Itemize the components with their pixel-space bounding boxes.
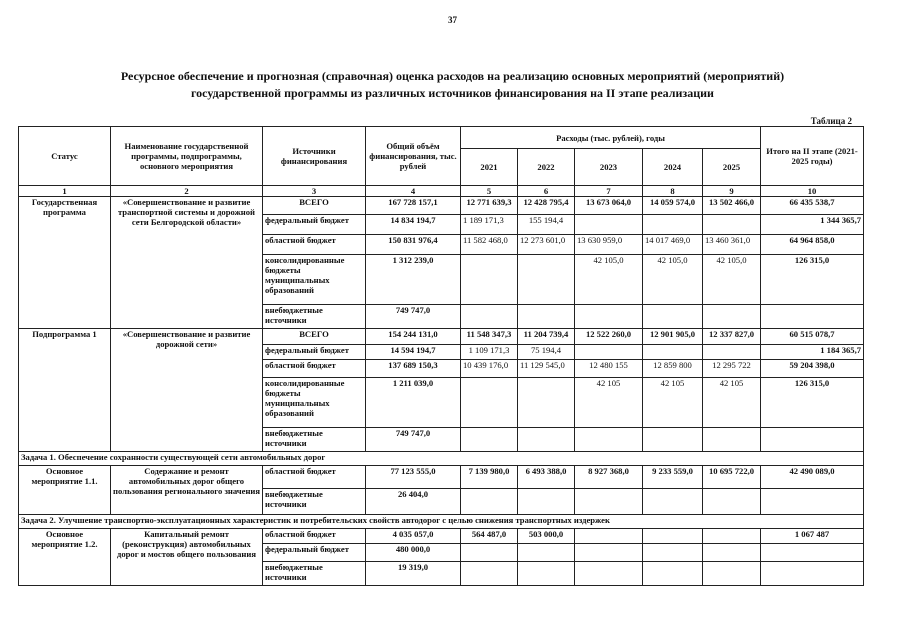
source-cell: федеральный бюджет xyxy=(263,544,366,562)
year-cell: 42 105,0 xyxy=(703,255,761,305)
year-cell xyxy=(643,345,703,360)
year-cell xyxy=(518,305,575,329)
row-name: «Совершенствование и развитие дорожной сети» xyxy=(111,329,263,452)
year-cell: 11 204 739,4 xyxy=(518,329,575,345)
title-line-2: государственной программы из различных источников финансирования на II этапе реализации xyxy=(191,86,714,100)
total-cell: 749 747,0 xyxy=(366,428,461,452)
col-number: 10 xyxy=(761,186,864,197)
year-cell xyxy=(575,562,643,586)
total-cell: 14 594 194,7 xyxy=(366,345,461,360)
header-expenses: Расходы (тыс. рублей), годы xyxy=(461,127,761,149)
itog-cell: 126 315,0 xyxy=(761,255,864,305)
header-sources: Источники финансирования xyxy=(263,127,366,186)
year-cell: 14 017 469,0 xyxy=(643,235,703,255)
source-cell: областной бюджет xyxy=(263,235,366,255)
title-line-1: Ресурсное обеспечение и прогнозная (справочная) оценка расходов на реализацию основных мероприятий (мероприятий) xyxy=(120,69,785,83)
year-cell xyxy=(643,562,703,586)
source-cell: внебюджетные источники xyxy=(263,489,366,515)
year-cell xyxy=(703,562,761,586)
table-row xyxy=(19,197,864,215)
year-cell xyxy=(703,215,761,235)
year-cell xyxy=(575,215,643,235)
year-cell xyxy=(461,489,518,515)
source-cell: ВСЕГО xyxy=(263,197,366,215)
source-cell: федеральный бюджет xyxy=(263,215,366,235)
year-cell xyxy=(461,428,518,452)
year-cell xyxy=(518,562,575,586)
year-cell xyxy=(703,305,761,329)
total-cell: 137 689 150,3 xyxy=(366,360,461,378)
year-cell: 12 859 800 xyxy=(643,360,703,378)
total-cell: 1 312 239,0 xyxy=(366,255,461,305)
col-number: 5 xyxy=(461,186,518,197)
header-year-2024: 2024 xyxy=(643,149,703,186)
year-cell: 12 295 722 xyxy=(703,360,761,378)
source-cell: ВСЕГО xyxy=(263,329,366,345)
source-cell: федеральный бюджет xyxy=(263,345,366,360)
source-cell: внебюджетные источники xyxy=(263,428,366,452)
source-cell: областной бюджет xyxy=(263,466,366,489)
row-status: Подпрограмма 1 xyxy=(19,329,111,452)
task-row xyxy=(19,515,864,529)
year-cell: 13 630 959,0 xyxy=(575,235,643,255)
year-cell: 12 273 601,0 xyxy=(518,235,575,255)
year-cell xyxy=(643,529,703,544)
year-cell xyxy=(703,345,761,360)
year-cell: 13 502 466,0 xyxy=(703,197,761,215)
year-cell: 10 439 176,0 xyxy=(461,360,518,378)
year-cell xyxy=(575,489,643,515)
header-year-2023: 2023 xyxy=(575,149,643,186)
header-row-1 xyxy=(19,127,864,149)
year-cell: 10 695 722,0 xyxy=(703,466,761,489)
year-cell: 13 673 064,0 xyxy=(575,197,643,215)
total-cell: 19 319,0 xyxy=(366,562,461,586)
year-cell xyxy=(703,529,761,544)
header-year-2025: 2025 xyxy=(703,149,761,186)
year-cell xyxy=(518,489,575,515)
col-number: 9 xyxy=(703,186,761,197)
table-label: Таблица 2 xyxy=(810,116,852,126)
year-cell: 155 194,4 xyxy=(518,215,575,235)
source-cell: областной бюджет xyxy=(263,529,366,544)
year-cell xyxy=(461,544,518,562)
year-cell xyxy=(518,544,575,562)
header-total: Общий объём финансирования, тыс. рублей xyxy=(366,127,461,186)
col-number: 1 xyxy=(19,186,111,197)
year-cell: 12 771 639,3 xyxy=(461,197,518,215)
task-1-label: Задача 1. Обеспечение сохранности существующей сети автомобильных дорог xyxy=(19,452,864,466)
table-row xyxy=(19,529,864,544)
row-status: Основное мероприятие 1.2. xyxy=(19,529,111,586)
row-status: Государственная программа xyxy=(19,197,111,329)
document-title xyxy=(40,68,865,102)
year-cell xyxy=(575,544,643,562)
year-cell: 1 109 171,3 xyxy=(461,345,518,360)
itog-cell: 126 315,0 xyxy=(761,378,864,428)
year-cell: 42 105,0 xyxy=(643,255,703,305)
source-cell: областной бюджет xyxy=(263,360,366,378)
itog-cell xyxy=(761,544,864,562)
year-cell: 11 582 468,0 xyxy=(461,235,518,255)
year-cell: 14 059 574,0 xyxy=(643,197,703,215)
year-cell xyxy=(461,255,518,305)
year-cell xyxy=(643,428,703,452)
row-name: Капитальный ремонт (реконструкция) автомобильных дорог и мостов общего пользования xyxy=(111,529,263,586)
table-row xyxy=(19,466,864,489)
task-2-label: Задача 2. Улучшение транспортно-эксплуатационных характеристик и потребительских свойств автодорог с целью снижения транспортных издержек xyxy=(19,515,864,529)
itog-cell: 1 067 487 xyxy=(761,529,864,544)
year-cell: 42 105 xyxy=(575,378,643,428)
financing-table xyxy=(18,126,864,586)
year-cell xyxy=(703,428,761,452)
year-cell xyxy=(518,378,575,428)
year-cell: 503 000,0 xyxy=(518,529,575,544)
page-number: 37 xyxy=(448,15,457,25)
itog-cell xyxy=(761,562,864,586)
col-number: 6 xyxy=(518,186,575,197)
header-year-2021: 2021 xyxy=(461,149,518,186)
header-year-2022: 2022 xyxy=(518,149,575,186)
year-cell: 12 428 795,4 xyxy=(518,197,575,215)
source-cell: консолидированные бюджеты муниципальных образований xyxy=(263,255,366,305)
row-status: Основное мероприятие 1.1. xyxy=(19,466,111,515)
total-cell: 167 728 157,1 xyxy=(366,197,461,215)
year-cell: 11 129 545,0 xyxy=(518,360,575,378)
itog-cell: 64 964 858,0 xyxy=(761,235,864,255)
header-status: Статус xyxy=(19,127,111,186)
col-number: 3 xyxy=(263,186,366,197)
itog-cell xyxy=(761,428,864,452)
year-cell xyxy=(643,489,703,515)
year-cell xyxy=(643,544,703,562)
year-cell: 8 927 368,0 xyxy=(575,466,643,489)
year-cell xyxy=(575,345,643,360)
year-cell: 1 189 171,3 xyxy=(461,215,518,235)
year-cell: 9 233 559,0 xyxy=(643,466,703,489)
year-cell: 42 105 xyxy=(643,378,703,428)
year-cell xyxy=(643,215,703,235)
itog-cell: 1 344 365,7 xyxy=(761,215,864,235)
year-cell xyxy=(518,428,575,452)
col-number: 4 xyxy=(366,186,461,197)
total-cell: 1 211 039,0 xyxy=(366,378,461,428)
source-cell: внебюджетные источники xyxy=(263,305,366,329)
itog-cell: 1 184 365,7 xyxy=(761,345,864,360)
total-cell: 480 000,0 xyxy=(366,544,461,562)
year-cell: 12 901 905,0 xyxy=(643,329,703,345)
source-cell: консолидированные бюджеты муниципальных образований xyxy=(263,378,366,428)
year-cell: 7 139 980,0 xyxy=(461,466,518,489)
col-number: 2 xyxy=(111,186,263,197)
itog-cell: 59 204 398,0 xyxy=(761,360,864,378)
itog-cell: 60 515 078,7 xyxy=(761,329,864,345)
header-name: Наименование государственной программы, подпрограммы, основного мероприятия xyxy=(111,127,263,186)
total-cell: 14 834 194,7 xyxy=(366,215,461,235)
year-cell xyxy=(703,489,761,515)
table-row xyxy=(19,329,864,345)
year-cell: 42 105,0 xyxy=(575,255,643,305)
total-cell: 26 404,0 xyxy=(366,489,461,515)
total-cell: 77 123 555,0 xyxy=(366,466,461,489)
row-name: Содержание и ремонт автомобильных дорог общего пользования регионального значения xyxy=(111,466,263,515)
year-cell: 13 460 361,0 xyxy=(703,235,761,255)
itog-cell xyxy=(761,489,864,515)
year-cell xyxy=(575,305,643,329)
year-cell: 564 487,0 xyxy=(461,529,518,544)
total-cell: 150 831 976,4 xyxy=(366,235,461,255)
year-cell xyxy=(575,529,643,544)
task-row xyxy=(19,452,864,466)
total-cell: 749 747,0 xyxy=(366,305,461,329)
total-cell: 154 244 131,0 xyxy=(366,329,461,345)
year-cell: 42 105 xyxy=(703,378,761,428)
col-number: 8 xyxy=(643,186,703,197)
year-cell xyxy=(461,305,518,329)
year-cell xyxy=(461,378,518,428)
itog-cell xyxy=(761,305,864,329)
year-cell xyxy=(461,562,518,586)
source-cell: внебюджетные источники xyxy=(263,562,366,586)
year-cell: 12 480 155 xyxy=(575,360,643,378)
year-cell: 6 493 388,0 xyxy=(518,466,575,489)
year-cell: 12 337 827,0 xyxy=(703,329,761,345)
year-cell xyxy=(575,428,643,452)
itog-cell: 66 435 538,7 xyxy=(761,197,864,215)
column-number-row xyxy=(19,186,864,197)
year-cell: 75 194,4 xyxy=(518,345,575,360)
row-name: «Совершенствование и развитие транспортной системы и дорожной сети Белгородской области» xyxy=(111,197,263,329)
col-number: 7 xyxy=(575,186,643,197)
year-cell: 12 522 260,0 xyxy=(575,329,643,345)
year-cell xyxy=(703,544,761,562)
year-cell: 11 548 347,3 xyxy=(461,329,518,345)
year-cell xyxy=(643,305,703,329)
total-cell: 4 035 057,0 xyxy=(366,529,461,544)
itog-cell: 42 490 089,0 xyxy=(761,466,864,489)
header-stage-total: Итого на II этапе (2021-2025 годы) xyxy=(761,127,864,186)
year-cell xyxy=(518,255,575,305)
